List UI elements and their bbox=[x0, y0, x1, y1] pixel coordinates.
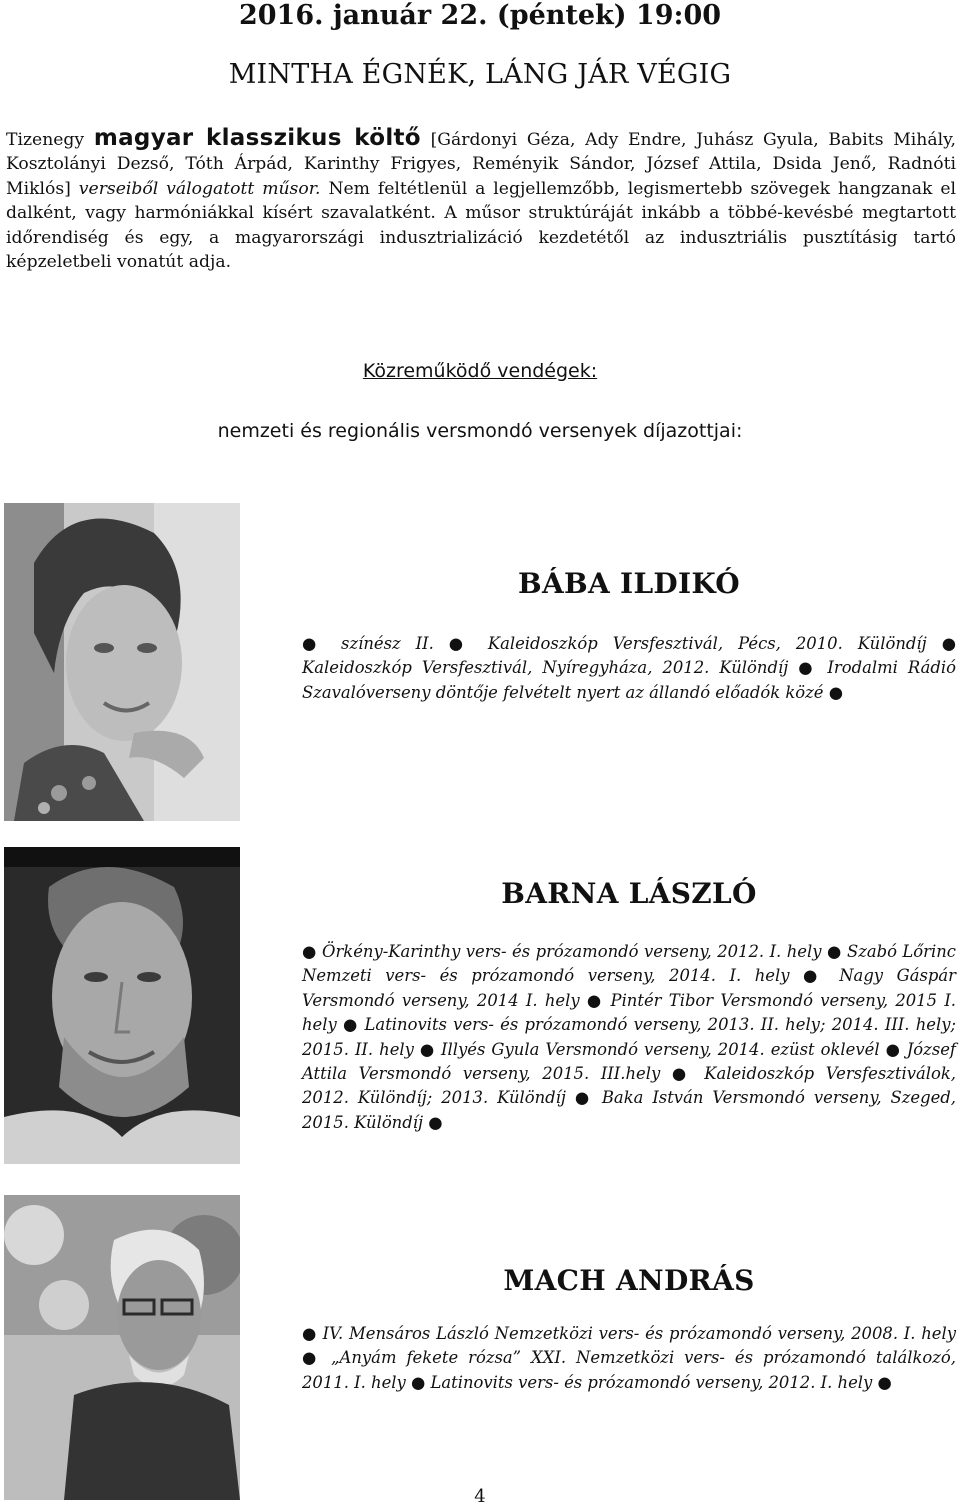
performer-bio: ● Örkény-Karinthy vers- és prózamondó verseny, 2012. I. hely ● Szabó Lőrinc Nemzeti vers- és prózamondó verseny, 2014. I. hely ● Nagy Gáspár Versmondó verseny, 2014 I. hely ● Pintér Tibor Versmondó verseny, 2015 I. hely ● Latinovits vers- és prózamondó verseny, 2013. II. hely; 2014. III. hely; 2015. II. hely ● Illyés Gyula Versmondó verseny, 2014. ezüst oklevél ● József Attila Versmondó verseny, 2015. III.hely ● Kaleidoszkóp Versfesztiválok, 2012. Különdíj; 2013. Különdíj ● Baka István Versmondó verseny, Szeged, 2015. Különdíj ● bbox=[302, 942, 956, 1132]
performer-bio: ● IV. Mensáros László Nemzetközi vers- és prózamondó verseny, 2008. I. hely ● „Anyám fekete rózsa” XXI. Nemzetközi vers- és prózamondó találkozó, 2011. I. hely ● Latinovits vers- és prózamondó verseny, 2012. I. hely ● bbox=[302, 1324, 956, 1392]
intro-poets-tail: verseiből válogatott műsor. bbox=[70, 178, 321, 199]
intro-poets-list: [Gárdonyi Géza, Ady Endre, Juhász Gyula, Babits Mihály, Kosztolányi Dezső, Tóth Árpád, Karinthy Frigyes, Reményik Sándor, József Attila, Dsida Jenő, Radnóti Miklós] bbox=[6, 130, 957, 199]
performer-name: BÁBA ILDIKÓ bbox=[518, 567, 740, 600]
event-date-heading: 2016. január 22. (péntek) 19:00 bbox=[238, 0, 722, 31]
performer-bio: ● színész II. ● Kaleidoszkóp Versfesztivál, Pécs, 2010. Különdíj ● Kaleidoszkóp Versfesztivál, Nyíregyháza, 2012. Különdíj ● Irodalmi Rádió Szavalóverseny döntője felvételt nyert az állandó előadók közé ● bbox=[302, 634, 956, 702]
intro-prefix: Tizenegy bbox=[6, 130, 94, 150]
performer-name: BARNA LÁSZLÓ bbox=[501, 877, 757, 910]
intro-description: Nem feltétlenül a legjellemzőbb, legismertebb szövegek hangzanak el dalként, vagy harmóniákkal kísért szavalatként. A műsor struktúráját inkább a többé-kevésbé megtartott időrendiség és egy, a magyarországi indusztrializáció kezdetétől az indusztriális pusztításig tartó képzeletbeli vonatút adja. bbox=[6, 178, 956, 273]
portrait-older-man-image bbox=[4, 1195, 240, 1500]
performer-name: MACH ANDRÁS bbox=[503, 1264, 755, 1297]
intro-emphasis: magyar klasszikus költő bbox=[93, 125, 421, 151]
portrait-photo-woman bbox=[4, 503, 240, 821]
contributors-subheading: nemzeti és regionális versmondó versenyek díjazottjai: bbox=[217, 420, 743, 442]
program-title: MINTHA ÉGNÉK, LÁNG JÁR VÉGIG bbox=[228, 59, 732, 90]
portrait-man-image bbox=[4, 847, 240, 1164]
page-number: 4 bbox=[474, 1486, 486, 1507]
contributors-heading: Közreműködő vendégek: bbox=[362, 360, 598, 382]
portrait-woman-image bbox=[4, 503, 240, 821]
intro-paragraph bbox=[6, 126, 956, 274]
portrait-photo-older-man bbox=[4, 1195, 240, 1500]
portrait-photo-man bbox=[4, 847, 240, 1164]
